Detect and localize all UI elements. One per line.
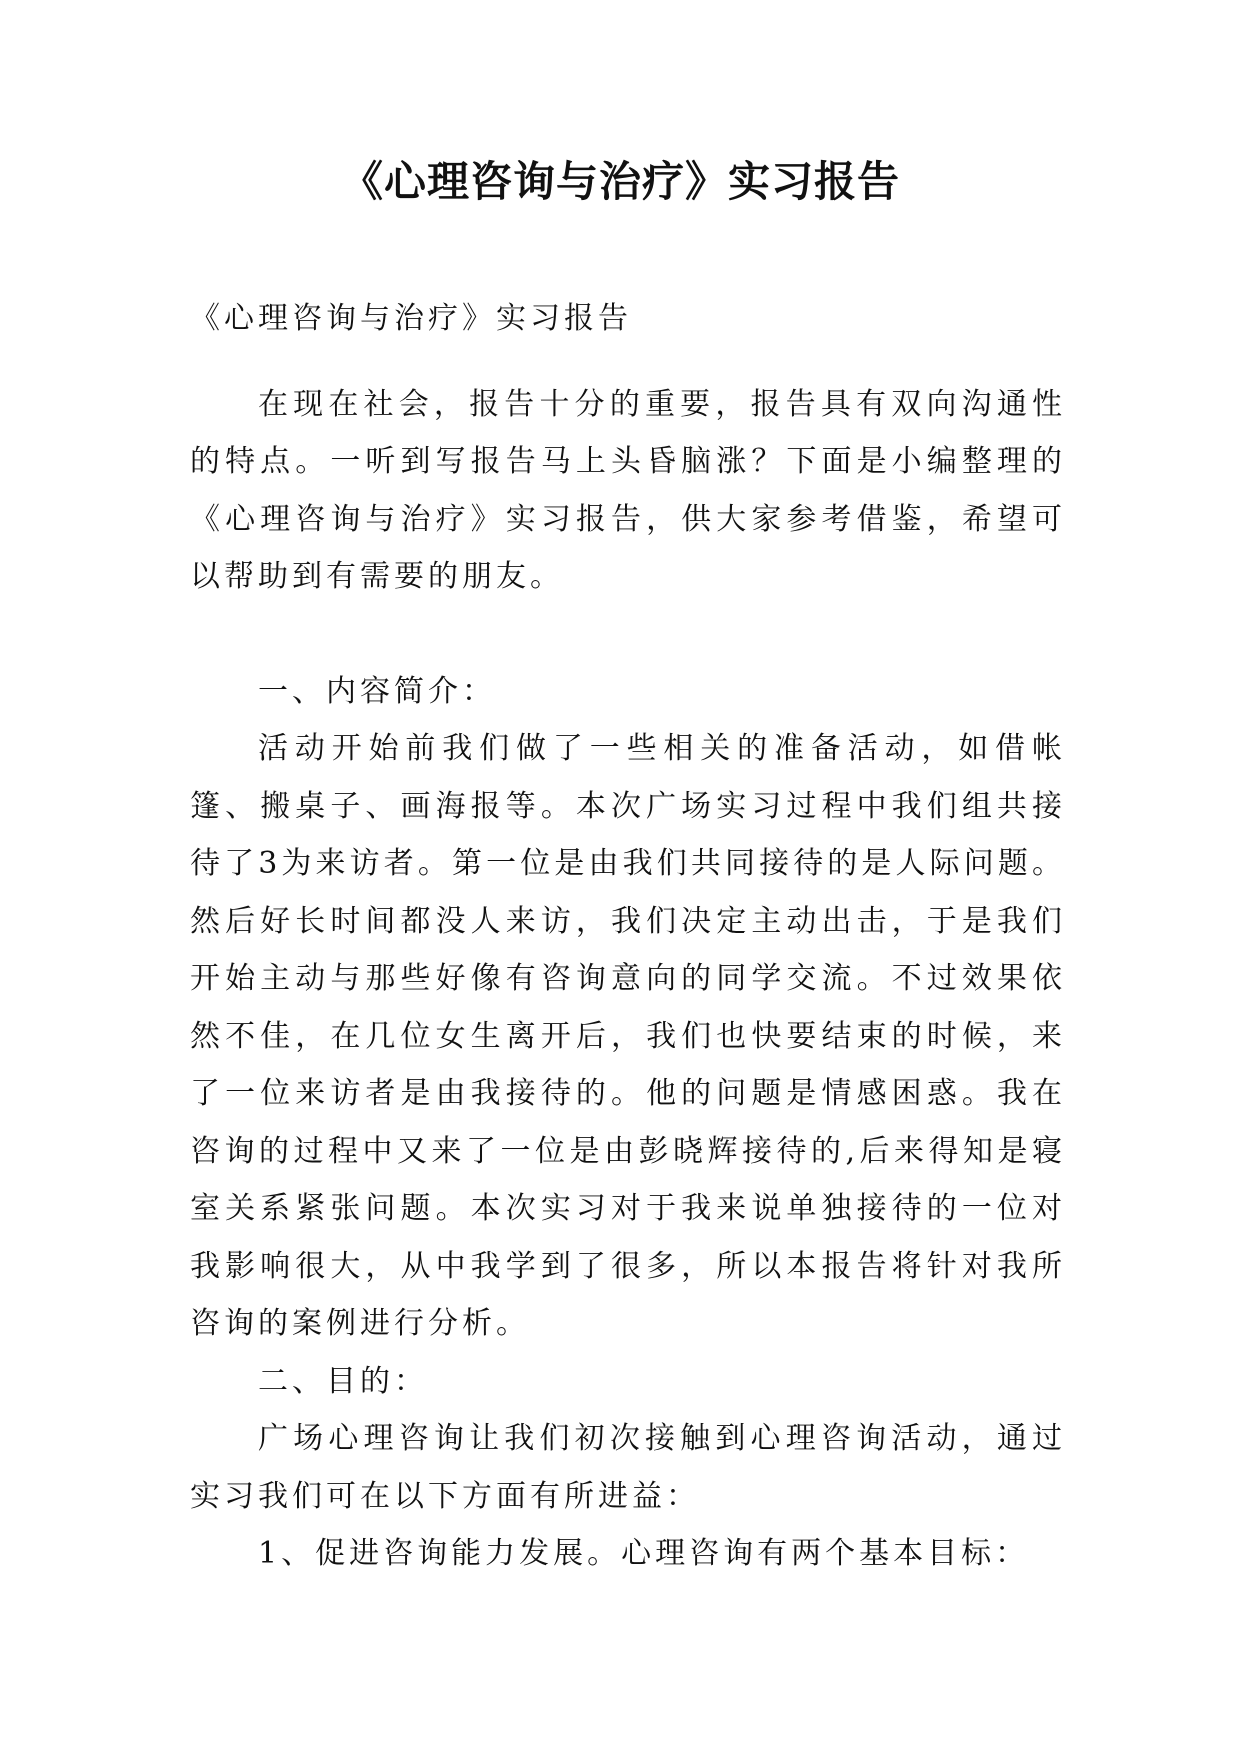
document-subtitle: 《心理咨询与治疗》实习报告: [190, 301, 632, 336]
purpose-paragraph: 广场心理咨询让我们初次接触到心理咨询活动，通过实习我们可在以下方面有所进益：: [190, 1421, 1066, 1514]
content-summary-paragraph: 活动开始前我们做了一些相关的准备活动，如借帐篷、搬桌子、画海报等。本次广场实习过程中我们组共接待了3为来访者。第一位是由我们共同接待的是人际问题。然后好长时间都没人来访，我们决定主动出击，于是我们开始主动与那些好像有咨询意向的同学交流。不过效果依然不佳，在几位女生离开后，我们也快要结束的时候，来了一位来访者是由我接待的。他的问题是情感困惑。我在咨询的过程中又来了一位是由彭晓辉接待的,后来得知是寝室关系紧张问题。本次实习对于我来说单独接待的一位对我影响很大，从中我学到了很多，所以本报告将针对我所咨询的案例进行分析。: [190, 731, 1066, 1341]
document-title: 《心理咨询与治疗》实习报告: [340, 157, 900, 206]
document-body: [190, 290, 1066, 1583]
section-heading-content-summary: 一、内容简介：: [258, 673, 496, 709]
purpose-item-1: 1、促进咨询能力发展。心理咨询有两个基本目标：: [258, 1536, 1030, 1571]
intro-paragraph: 在现在社会，报告十分的重要，报告具有双向沟通性的特点。一听到写报告马上头昏脑涨？下面是小编整理的《心理咨询与治疗》实习报告，供大家参考借鉴，希望可以帮助到有需要的朋友。: [190, 386, 1066, 594]
section-heading-purpose: 二、目的：: [258, 1363, 428, 1399]
